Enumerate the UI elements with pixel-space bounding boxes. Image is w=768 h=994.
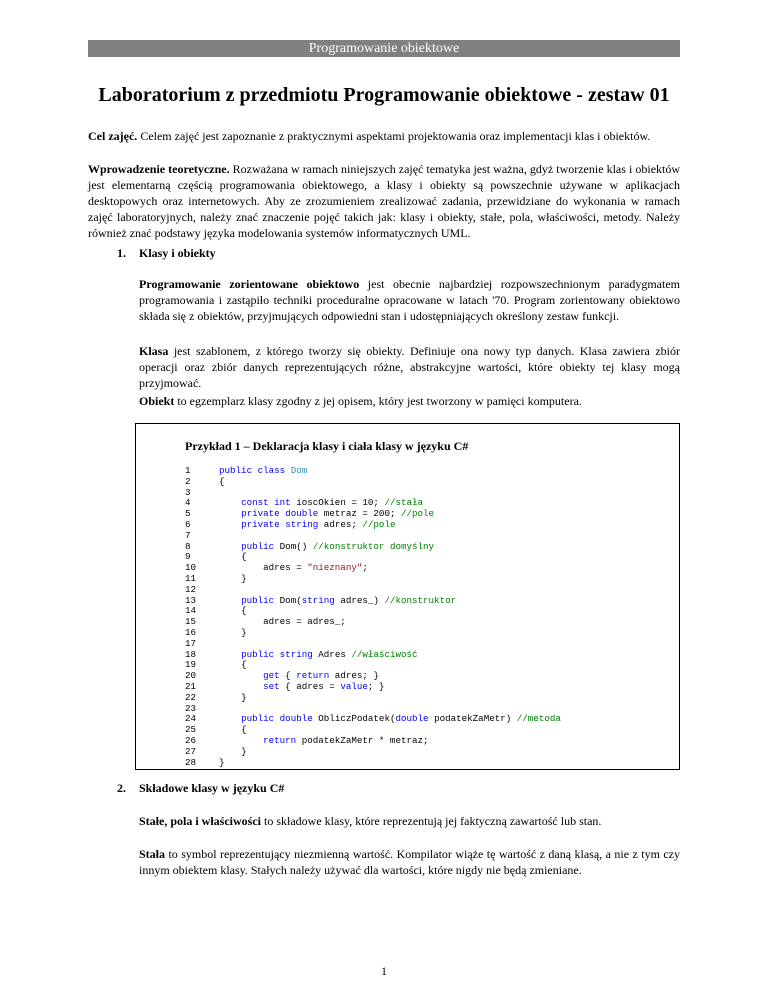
code-text: } <box>241 626 247 638</box>
section-2-title: Składowe klasy w języku C# <box>139 781 285 795</box>
members-paragraph <box>139 813 680 829</box>
code-text: public double ObliczPodatek(double podatekZaMetr) //metoda <box>241 713 561 725</box>
code-example-title: Przykład 1 – Deklaracja klasy i ciała klasy w języku C# <box>185 439 469 453</box>
constant-term: Stała <box>139 847 166 861</box>
line-number: 23 <box>185 702 197 714</box>
code-text: get { return adres; } <box>263 670 379 682</box>
line-number: 17 <box>185 637 197 649</box>
line-number: 9 <box>185 551 191 563</box>
line-number: 2 <box>185 475 191 487</box>
class-text: jest szablonem, z którego tworzy się obiekty. Definiuje ona nowy typ danych. Klasa zawiera zbiór operacji oraz zbiór danych reprezentujących różne, abstrakcyjne wartości, które obiekty tej klasy mogą przyjmować. <box>139 344 680 390</box>
code-text: } <box>241 691 247 703</box>
code-text: set { adres = value; } <box>263 680 385 692</box>
code-text: public Dom(string adres_) //konstruktor <box>241 594 457 606</box>
code-line <box>185 693 561 704</box>
code-text: { <box>241 605 247 617</box>
code-listing <box>185 466 561 768</box>
code-text: private string adres; //pole <box>241 518 396 530</box>
line-number: 15 <box>185 616 197 628</box>
line-number: 4 <box>185 497 191 509</box>
code-line <box>185 466 561 477</box>
class-paragraph <box>139 343 680 391</box>
line-number: 3 <box>185 486 191 498</box>
code-text: } <box>219 756 225 768</box>
page-number: 1 <box>381 964 387 978</box>
section-1-number: 1. <box>117 246 126 260</box>
code-line <box>185 628 561 639</box>
line-number: 21 <box>185 680 197 692</box>
line-number: 8 <box>185 540 191 552</box>
line-number: 16 <box>185 626 197 638</box>
line-number: 12 <box>185 583 197 595</box>
line-number: 10 <box>185 562 197 574</box>
page-title: Laboratorium z przedmiotu Programowanie obiektowe - zestaw 01 <box>98 84 670 106</box>
code-text: adres = "nieznany"; <box>263 562 368 574</box>
constant-paragraph <box>139 846 680 878</box>
code-text: return podatekZaMetr * metraz; <box>263 734 429 746</box>
running-header: Programowanie obiektowe <box>88 40 680 57</box>
line-number: 28 <box>185 756 197 768</box>
code-line <box>185 758 561 769</box>
code-line <box>185 477 561 488</box>
code-text: { <box>219 475 225 487</box>
line-number: 18 <box>185 648 197 660</box>
line-number: 24 <box>185 713 197 725</box>
line-number: 7 <box>185 529 191 541</box>
line-number: 26 <box>185 734 197 746</box>
section-1-title: Klasy i obiekty <box>139 246 216 260</box>
members-term: Stałe, pola i właściwości <box>139 814 261 828</box>
section-2-number: 2. <box>117 781 126 795</box>
code-text: } <box>241 572 247 584</box>
line-number: 5 <box>185 508 191 520</box>
constant-text: to symbol reprezentujący niezmienną wartość. Kompilator wiąże tę wartość z daną klasą, a nie z tym czy innym obiektem klasy. Stałych należy używać dla wartości, które nigdy nie będą zmieniane. <box>139 847 680 877</box>
code-text: } <box>241 745 247 757</box>
code-text: const int ioscOkien = 10; //stała <box>241 497 424 509</box>
code-text: public Dom() //konstruktor domyślny <box>241 540 435 552</box>
intro-label: Wprowadzenie teoretyczne. <box>88 162 230 176</box>
code-line <box>185 520 561 531</box>
line-number: 11 <box>185 572 197 584</box>
goal-label: Cel zajęć. <box>88 129 138 143</box>
object-paragraph <box>139 393 680 409</box>
oop-term: Programowanie zorientowane obiektowo <box>139 277 360 291</box>
object-term: Obiekt <box>139 394 175 408</box>
code-text: { <box>241 724 247 736</box>
line-number: 13 <box>185 594 197 606</box>
line-number: 1 <box>185 465 191 476</box>
line-number: 19 <box>185 659 197 671</box>
line-number: 6 <box>185 518 191 530</box>
code-text: { <box>241 551 247 563</box>
intro-paragraph <box>88 161 680 241</box>
line-number: 14 <box>185 605 197 617</box>
class-term: Klasa <box>139 344 169 358</box>
code-line <box>185 574 561 585</box>
line-number: 27 <box>185 745 197 757</box>
code-text: public class Dom <box>219 465 308 476</box>
line-number: 20 <box>185 670 197 682</box>
object-text: to egzemplarz klasy zgodny z jej opisem, który jest tworzony w pamięci komputera. <box>174 394 582 408</box>
oop-paragraph <box>139 276 680 324</box>
code-text: adres = adres_; <box>263 616 346 628</box>
goal-text: Celem zajęć jest zapoznanie z praktycznymi aspektami projektowania oraz implementacji klas i obiektów. <box>137 129 651 143</box>
code-text: public string Adres //właściwość <box>241 648 418 660</box>
members-text: to składowe klasy, które reprezentują jej faktyczną zawartość lub stan. <box>261 814 602 828</box>
code-line <box>185 747 561 758</box>
oop-text: jest obecnie najbardziej rozpowszechnionym paradygmatem programowania i zastąpiło techniki proceduralne opracowane w latach '70. Program zorientowany obiektowo składa się z obiektów, przyjmujących odpowiedni stan i udostępniających określony zestaw funkcji. <box>139 277 680 323</box>
line-number: 22 <box>185 691 197 703</box>
intro-text: Rozważana w ramach niniejszych zajęć tematyka jest ważna, gdyż tworzenie klas i obiektów jest elementarną częścią programowania obiektowego, a klasy i obiekty są powszechnie używane w aplikacjach desktopowych oraz internetowych. Aby ze zrozumieniem zrealizować zadania, przewidziane do wykonania w ramach zajęć laboratoryjnych, należy znać znaczenie pojęć takich jak: klasy i obiekty, stałe, pola, właściwości, metody. Należy również znać podstawy języka modelowania systemów informatycznych UML. <box>88 162 681 240</box>
code-text: private double metraz = 200; //pole <box>241 508 435 520</box>
goal-paragraph <box>88 128 680 144</box>
code-text: { <box>241 659 247 671</box>
line-number: 25 <box>185 724 197 736</box>
code-example-box <box>135 423 680 770</box>
